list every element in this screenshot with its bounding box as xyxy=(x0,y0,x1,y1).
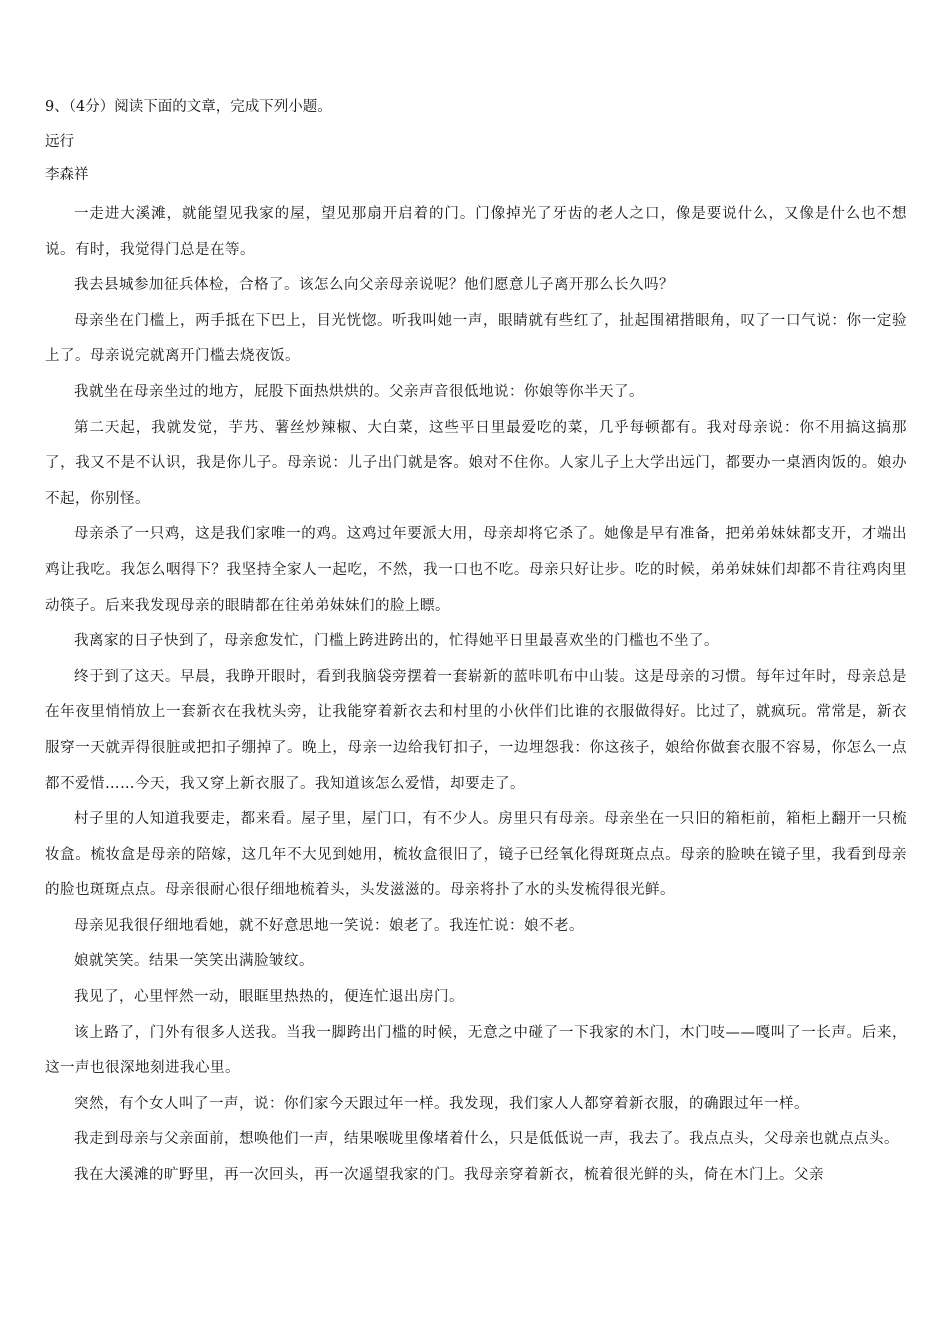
paragraph: 第二天起，我就发觉，芋艿、薯丝炒辣椒、大白菜，这些平日里最爱吃的菜，几乎每顿都有。我对母亲说：你不用搞这搞那了，我又不是不认识，我是你儿子。母亲说：儿子出门就是客。娘对不住你。人家儿子上大学出远门，都要办一桌酒肉饭的。娘办不起，你别怪。 xyxy=(45,419,907,507)
paragraph: 终于到了这天。早晨，我睁开眼时，看到我脑袋旁摆着一套崭新的蓝咔叽布中山装。这是母亲的习惯。每年过年时，母亲总是在年夜里悄悄放上一套新衣在我枕头旁，让我能穿着新衣去和村里的小伙伴们比谁的衣服做得好。比过了，就疯玩。常常是，新衣服穿一天就弄得很脏或把扣子绷掉了。晚上，母亲一边给我钉扣子，一边埋怨我：你这孩子，娘给你做套衣服不容易，你怎么一点都不爱惜……今天，我又穿上新衣服了。我知道该怎么爱惜，却要走了。 xyxy=(45,668,907,792)
question-heading: 9、（4分）阅读下面的文章，完成下列小题。 xyxy=(45,99,332,115)
paragraph: 村子里的人知道我要走，都来看。屋子里，屋门口，有不少人。房里只有母亲。母亲坐在一只旧的箱柜前，箱柜上翻开一只梳妆盒。梳妆盒是母亲的陪嫁，这几年不大见到她用，梳妆盒很旧了，镜子已经氧化得斑斑点点。母亲的脸映在镜子里，我看到母亲的脸也斑斑点点。母亲很耐心很仔细地梳着头，头发滋滋的。母亲将扑了水的头发梳得很光鲜。 xyxy=(45,811,907,899)
paragraph: 母亲坐在门槛上，两手抵在下巴上，目光恍惚。听我叫她一声，眼睛就有些红了，扯起围裙揩眼角，叹了一口气说：你一定验上了。母亲说完就离开门槛去烧夜饭。 xyxy=(45,312,907,365)
paragraph: 我离家的日子快到了，母亲愈发忙，门槛上跨进跨出的，忙得她平日里最喜欢坐的门槛也不坐了。 xyxy=(74,633,719,650)
article-author: 李森祥 xyxy=(45,167,89,183)
document-page xyxy=(45,96,907,1194)
paragraph: 我走到母亲与父亲面前，想唤他们一声，结果喉咙里像堵着什么，只是低低说一声，我去了。我点点头，父母亲也就点点头。 xyxy=(74,1131,899,1148)
paragraph: 我在大溪滩的旷野里，再一次回头，再一次遥望我家的门。我母亲穿着新衣，梳着很光鲜的头，倚在木门上。父亲 xyxy=(74,1167,824,1184)
paragraph: 我见了，心里怦然一动，眼眶里热热的，便连忙退出房门。 xyxy=(74,989,464,1006)
paragraph: 我去县城参加征兵体检，合格了。该怎么向父亲母亲说呢？他们愿意儿子离开那么长久吗？ xyxy=(74,277,674,294)
paragraph: 我就坐在母亲坐过的地方，屁股下面热烘烘的。父亲声音很低地说：你娘等你半天了。 xyxy=(74,383,644,400)
article-title: 远行 xyxy=(45,134,74,150)
paragraph: 突然，有个女人叫了一声，说：你们家今天跟过年一样。我发现，我们家人人都穿着新衣服，的确跟过年一样。 xyxy=(74,1095,809,1112)
paragraph: 一走进大溪滩，就能望见我家的屋，望见那扇开启着的门。门像掉光了牙齿的老人之口，像是要说什么，又像是什么也不想说。有时，我觉得门总是在等。 xyxy=(45,206,907,258)
paragraph: 娘就笑笑。结果一笑笑出满脸皱纹。 xyxy=(74,953,314,970)
paragraph: 该上路了，门外有很多人送我。当我一脚跨出门槛的时候，无意之中碰了一下我家的木门，木门吱——嘎叫了一长声。后来，这一声也很深地刻进我心里。 xyxy=(45,1024,907,1077)
paragraph: 母亲见我很仔细地看她，就不好意思地一笑说：娘老了。我连忙说：娘不老。 xyxy=(74,917,584,934)
paragraph: 母亲杀了一只鸡，这是我们家唯一的鸡。这鸡过年要派大用，母亲却将它杀了。她像是早有准备，把弟弟妹妹都支开，才端出鸡让我吃。我怎么咽得下？我坚持全家人一起吃，不然，我一口也不吃。母亲只好让步。吃的时候，弟弟妹妹们却都不肯往鸡肉里动筷子。后来我发现母亲的眼睛都在往弟弟妹妹们的脸上瞟。 xyxy=(45,526,907,614)
